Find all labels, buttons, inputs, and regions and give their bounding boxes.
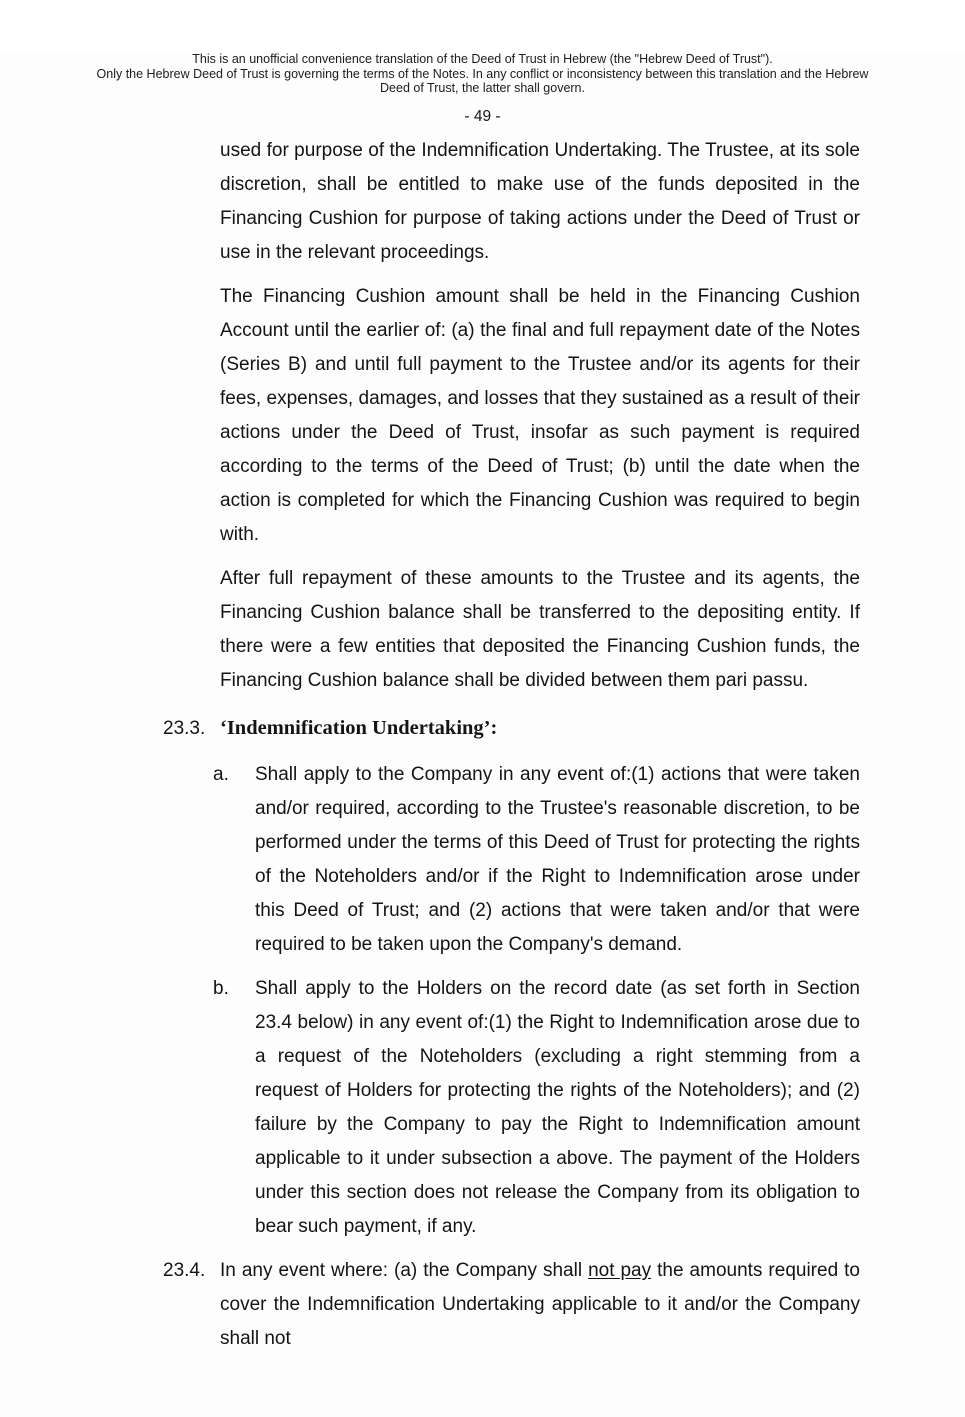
list-item-b-text: Shall apply to the Holders on the record date (as set forth in Section 23.4 below) in any event of:(1) the Right to Indemnification arose due to a request of the Noteholders (excluding a right stemming from a request of Holders for protecting the rights of the Noteholders); and (2) failure by the Company to pay the Right to Indemnification amount applicable to it under subsection a above. The payment of the Holders under this section does not release the Company from its obligation to bear such payment, if any. bbox=[255, 978, 860, 1238]
section-23-4-underlined-phrase: not pay bbox=[588, 1260, 652, 1282]
section-23-4-number: 23.4. bbox=[163, 1260, 206, 1282]
list-item-b bbox=[213, 972, 860, 1244]
document-body bbox=[163, 134, 860, 1356]
section-23-4 bbox=[163, 1254, 860, 1356]
list-item-a-marker: a. bbox=[213, 764, 229, 786]
list-item-a-text: Shall apply to the Company in any event of:(1) actions that were taken and/or required, according to the Trustee's reasonable discretion, to be performed under the terms of this Deed of Trust for protecting the rights of the Noteholders and/or if the Right to Indemnification arose under this Deed of Trust; and (2) actions that were taken and/or that were required to be taken upon the Company's demand. bbox=[255, 764, 860, 956]
page-number: - 49 - bbox=[464, 107, 501, 125]
section-23-3 bbox=[163, 711, 860, 746]
disclaimer-line-3: Deed of Trust, the latter shall govern. bbox=[380, 81, 585, 95]
document-page bbox=[0, 52, 965, 1417]
disclaimer-line-2: Only the Hebrew Deed of Trust is governing the terms of the Notes. In any conflict or inconsistency between this translation and the Hebrew bbox=[96, 66, 869, 81]
list-item-b-marker: b. bbox=[213, 978, 229, 1000]
section-23-4-text bbox=[220, 1254, 860, 1356]
list-item-a bbox=[213, 758, 860, 962]
header-disclaimer bbox=[0, 52, 965, 96]
section-23-4-text-before: In any event where: (a) the Company shall bbox=[220, 1260, 589, 1282]
section-23-4-text-after: the amounts required to cover the Indemnification Undertaking applicable to it and/or the Company shall not bbox=[220, 1260, 860, 1350]
section-23-3-heading: ‘Indemnification Undertaking’: bbox=[220, 717, 498, 740]
paragraph-financing-cushion-use: used for purpose of the Indemnification Undertaking. The Trustee, at its sole discretion, shall be entitled to make use of the funds deposited in the Financing Cushion for purpose of taking actions under the Deed of Trust or use in the relevant proceedings. bbox=[220, 140, 860, 264]
disclaimer-line-1: This is an unofficial convenience translation of the Deed of Trust in Hebrew (the "Hebrew Deed of Trust"). bbox=[192, 52, 773, 66]
paragraph-financing-cushion-repayment: After full repayment of these amounts to the Trustee and its agents, the Financing Cushion balance shall be transferred to the depositing entity. If there were a few entities that deposited the Financing Cushion funds, the Financing Cushion balance shall be divided between them pari passu. bbox=[220, 568, 860, 692]
section-23-3-number: 23.3. bbox=[163, 718, 206, 740]
paragraph-financing-cushion-held: The Financing Cushion amount shall be held in the Financing Cushion Account until the earlier of: (a) the final and full repayment date of the Notes (Series B) and until full payment to the Trustee and/or its agents for their fees, expenses, damages, and losses that they sustained as a result of their actions under the Deed of Trust, insofar as such payment is required according to the terms of the Deed of Trust; (b) until the date when the action is completed for which the Financing Cushion was required to begin with. bbox=[220, 286, 860, 546]
